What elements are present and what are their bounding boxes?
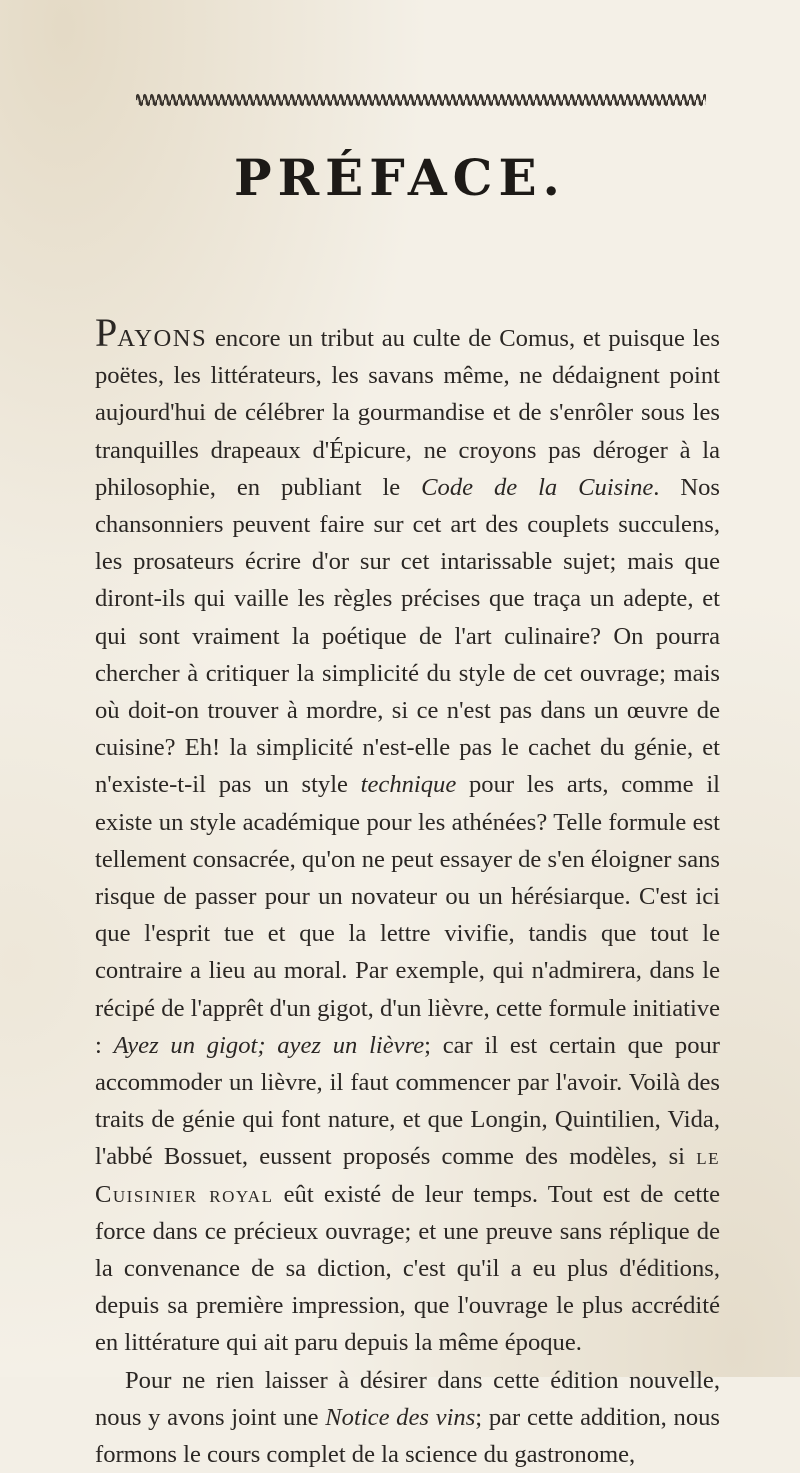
page-title: PRÉFACE. xyxy=(234,148,566,207)
drop-capital: P xyxy=(95,310,118,355)
notice-des-vins: Notice des vins xyxy=(325,1403,476,1431)
paragraph-2-text-a: Pour ne rien laisser à désirer dans cette édition nouvelle, nous y avons joint une xyxy=(95,1366,720,1431)
lead-word: AYONS xyxy=(117,325,208,352)
paragraph-1 xyxy=(95,310,721,1362)
paragraph-1-text-d: ; car il est certain que pour accommoder un lièvre, il faut commencer par l'avoir. Voilà des traits de génie qui font nature, et que Longin, Quintilien, Vida, l'abbé Bossuet, eussent proposés comme des modèles, si xyxy=(95,1031,720,1171)
formula-ayez-un-gigot: Ayez un gigot; ayez un lièvre xyxy=(113,1031,425,1059)
word-technique: technique xyxy=(360,771,457,799)
paragraph-1-text-b: . Nos chansonniers peuvent faire sur cet art des couplets succulens, les prosateurs écrire d'or sur cet intarissable sujet; mais que diront-ils qui vaille les règles précises que traça un adepte, et qui sont vraiment la poétique de l'art culinaire? On pourra chercher à critiquer la simplicité du style de cet ouvrage; mais où doit-on trouver à mordre, si ce n'est pas dans un œuvre de cuisine? Eh! la simplicité n'est-elle pas le cachet du génie, et n'existe-t-il pas un style xyxy=(95,473,720,799)
book-title-code-de-la-cuisine: Code de la Cuisine xyxy=(421,473,654,501)
preface-text xyxy=(95,310,721,1473)
paragraph-2-text-b: ; par cette addition, nous formons le cours complet de la science du gastronome, xyxy=(95,1403,720,1469)
paragraph-2 xyxy=(95,1362,720,1473)
paragraph-1-text-c: pour les arts, comme il existe un style académique pour les athénées? Telle formule est tellement consacrée, qu'on ne peut essayer de s'en éloigner sans risque de passer pour un novateur ou un hérésiarque. C'est ici que l'esprit tue et que la lettre vivifie, tandis que tout le contraire a lieu au moral. Par exemple, qui n'admirera, dans le récipé de l'apprêt d'un gigot, d'un lièvre, cette formule initiative : xyxy=(95,771,720,1059)
paragraph-1-text-a: encore un tribut au culte de Comus, et puisque les poëtes, les littérateurs, les savans même, ne dédaignent point aujourd'hui de célébrer la gourmandise et de s'enrôler sous les tranquilles drapeaux d'Épicure, ne croyons pas déroger à la philosophie, en publiant le xyxy=(95,325,720,501)
ornamental-rule xyxy=(136,84,706,110)
paragraph-1-text-e: eût existé de leur temps. Tout est de cette force dans ce précieux ouvrage; et une preuve sans réplique de la convenance de sa diction, c'est qu'il a eu plus d'éditions, depuis sa première impression, que l'ouvrage le plus accrédité en littérature qui ait paru depuis la même époque. xyxy=(95,1180,721,1357)
book-title-cuisinier-royal: le Cuisinier royal xyxy=(95,1143,720,1208)
